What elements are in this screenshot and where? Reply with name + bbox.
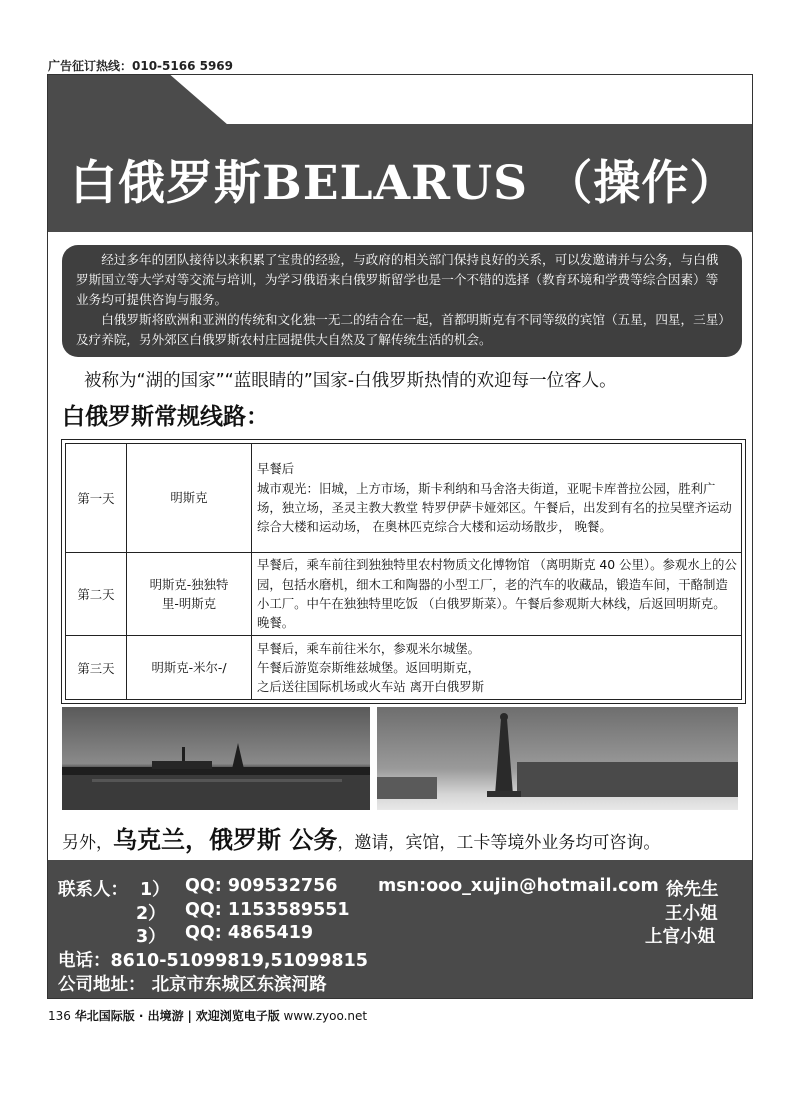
day-cell: 第二天 xyxy=(66,552,127,635)
place-cell xyxy=(127,552,252,635)
place-cell: 明斯克 xyxy=(127,444,252,553)
description-cell xyxy=(252,444,742,553)
contact-phone: 电话：8610-51099819,51099815 xyxy=(58,951,368,971)
footer-separator: | xyxy=(187,1009,192,1023)
intro-paragraph-2: 白俄罗斯将欧洲和亚洲的传统和文化独一无二的结合在一起，首都明斯克有不同等级的宾馆（五星，四星，三星）及疗养院，另外郊区白俄罗斯农村庄园提供大自然及了解传统生活的机会。 xyxy=(76,312,725,347)
place-cell: 明斯克-米尔-/ xyxy=(127,636,252,700)
contact-band xyxy=(48,860,752,998)
contact-name-1: 徐先生 xyxy=(666,880,719,900)
desc-line: 早餐后 xyxy=(257,461,295,477)
itinerary-table xyxy=(65,443,742,700)
routes-heading: 白俄罗斯常规线路： xyxy=(62,404,269,430)
contact-number-1: 1） xyxy=(140,880,170,900)
description-cell: 早餐后，乘车前往到独独特里农村物质文化博物馆 （离明斯克 40 公里）。参观水上的公园，包括水磨机，细木工和陶器的小型工厂，老的汽车的收藏品，锻造车间，干酪制造小工厂。中午在独独特里吃饭 （白俄罗斯菜）。午餐后参观斯大林线，后返回明斯克。晚餐。 xyxy=(252,552,742,635)
contact-number-2: 2） xyxy=(136,904,166,924)
table-row xyxy=(66,444,742,553)
page-footer xyxy=(48,1007,367,1024)
page-number: 136 xyxy=(48,1009,71,1023)
contact-qq-1: QQ: 909532756 xyxy=(185,876,338,896)
contact-msn: msn:ooo_xujin@hotmail.com xyxy=(378,876,659,896)
other-highlight: 乌克兰，俄罗斯 公务 xyxy=(113,826,338,854)
itinerary-table-frame xyxy=(61,439,746,704)
desc-line: 之后送往国际机场或火车站 离开白俄罗斯 xyxy=(257,679,484,695)
photo-victory-square xyxy=(377,707,738,810)
intro-box xyxy=(62,245,742,357)
city-skyline-illustration xyxy=(62,707,370,810)
contact-qq-3: QQ: 4865419 xyxy=(185,923,314,943)
contact-name-2: 王小姐 xyxy=(665,904,718,924)
desc-line: 城市观光：旧城，上方市场，斯卡利纳和马舍洛夫街道，亚呢卡库普拉公园，胜利广场，独立场，圣灵主教大教堂 特罗伊萨卡娅郊区。午餐后，出发到有名的拉吴壁齐运动综合大楼和运动场， 在奥林匹克综合大楼和运动场散步， 晚餐。 xyxy=(257,480,732,535)
contact-address: 公司地址： 北京市东城区东滨河路 xyxy=(58,975,327,995)
monument-illustration xyxy=(377,707,738,810)
day-cell: 第一天 xyxy=(66,444,127,553)
place-line: 明斯克-独独特 xyxy=(149,576,229,592)
table-row xyxy=(66,636,742,700)
page-title: 白俄罗斯BELARUS （操作） xyxy=(70,156,738,211)
other-services xyxy=(62,820,660,855)
contact-name-3: 上官小姐 xyxy=(645,927,715,947)
description-cell xyxy=(252,636,742,700)
contact-qq-2: QQ: 1153589551 xyxy=(185,900,350,920)
place-line: 里-明斯克 xyxy=(161,595,217,611)
day-cell: 第三天 xyxy=(66,636,127,700)
desc-line: 午餐后游览奈斯维兹城堡。返回明斯克， xyxy=(257,659,481,675)
ebook-invite: 欢迎浏览电子版 xyxy=(195,1009,280,1023)
contact-number-3: 3） xyxy=(136,927,166,947)
table-row xyxy=(66,552,742,635)
advertising-hotline: 广告征订热线：010-5166 5969 xyxy=(48,59,234,73)
website-link[interactable]: www.zyoo.net xyxy=(283,1009,368,1023)
desc-line: 早餐后，乘车前往米尔，参观米尔城堡。 xyxy=(257,640,481,656)
slogan: 被称为“湖的国家”“蓝眼睛的”国家-白俄罗斯热情的欢迎每一位客人。 xyxy=(84,371,617,391)
contact-label: 联系人： xyxy=(58,880,128,900)
magazine-name: 华北国际版 · 出境游 xyxy=(74,1009,184,1023)
photo-city-waterfront xyxy=(62,707,370,810)
other-prefix: 另外， xyxy=(62,833,113,853)
other-suffix: ，邀请，宾馆，工卡等境外业务均可咨询。 xyxy=(337,833,661,853)
intro-paragraph-1: 经过多年的团队接待以来积累了宝贵的经验，与政府的相关部门保持良好的关系，可以发邀请并与公务，与白俄罗斯国立等大学对等交流与培训，为学习俄语来白俄罗斯留学也是一个不错的选择（教育环境和学费等综合因素）等业务均可提供咨询与服务。 xyxy=(76,252,719,307)
